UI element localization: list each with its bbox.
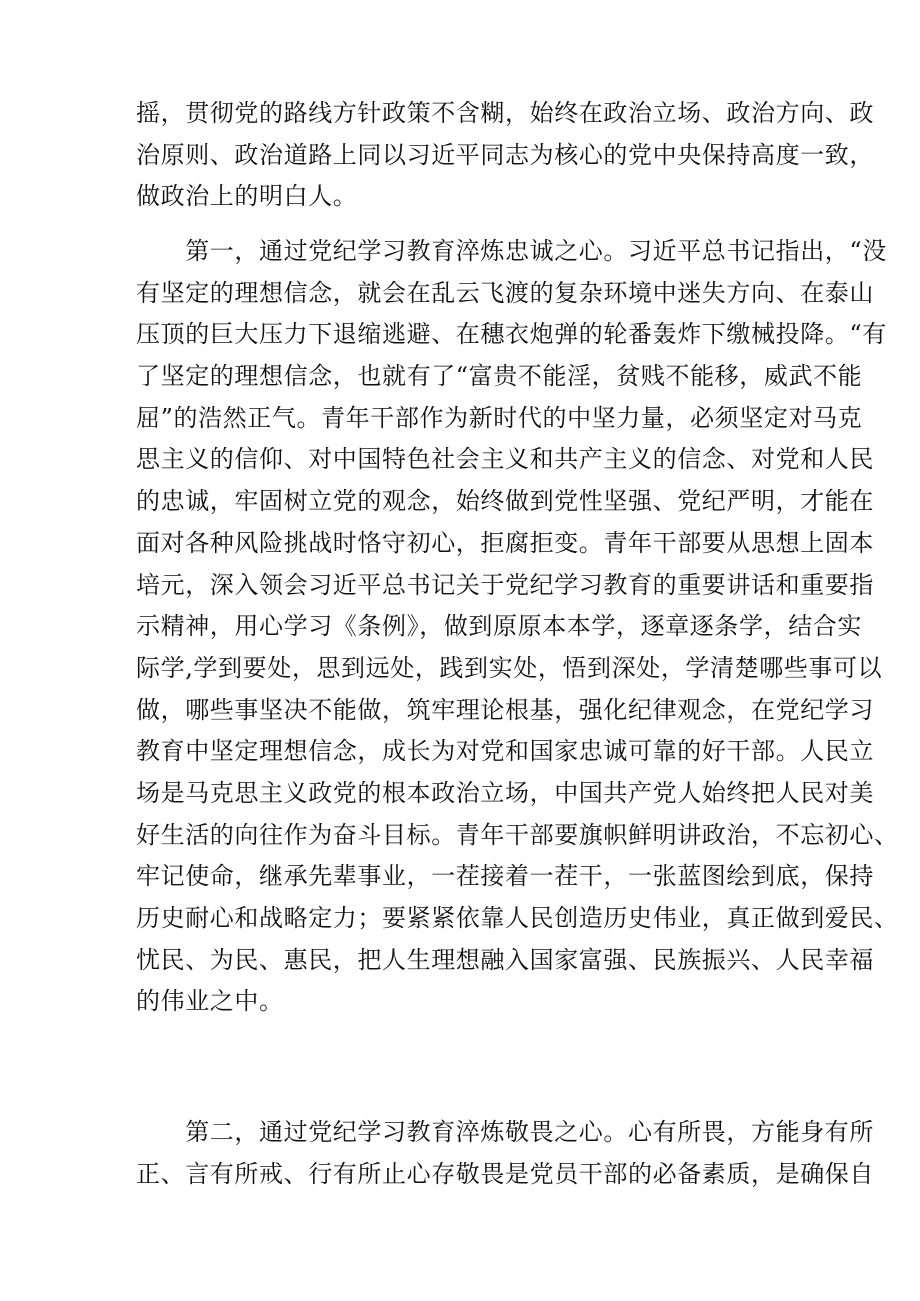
paragraph-continuation [136, 93, 874, 218]
text-line: 摇，贯彻党的路线方针政策不含糊，始终在政治立场、政治方向、政 [136, 99, 874, 127]
text-line: 的伟业之中。 [136, 987, 284, 1016]
text-line: 牢记使命，继承先辈事业，一茬接着一茬干，一张蓝图绘到底，保持 [136, 862, 874, 891]
text-line: 压顶的巨大压力下退缩逃避、在穗衣炮弹的轮番轰炸下缴械投降。“有 [136, 320, 887, 349]
text-line: 第一，通过党纪学习教育淬炼忠诚之心。习近平总书记指出，“没 [136, 237, 887, 265]
text-line: 正、言有所戒、行有所止心存敬畏是党员干部的必备素质，是确保自 [136, 1159, 874, 1188]
text-line: 忧民、为民、惠民，把人生理想融入国家富强、民族振兴、人民幸福 [136, 945, 874, 974]
text-line: 第二，通过党纪学习教育淬炼敬畏之心。心有所畏，方能身有所 [136, 1118, 874, 1146]
text-line: 屈”的浩然正气。青年干部作为新时代的中坚力量，必须坚定对马克 [136, 403, 863, 432]
text-line: 做政治上的明白人。 [136, 182, 358, 211]
paragraph-first-point [136, 231, 899, 1023]
text-line: 际学,学到要处，思到远处，践到实处，悟到深处，学清楚哪些事可以 [136, 653, 883, 682]
text-line: 了坚定的理想信念，也就有了“富贵不能淫，贫贱不能移，威武不能 [136, 362, 863, 391]
text-line: 好生活的向往作为奋斗目标。青年干部要旗帜鲜明讲政治，不忘初心、 [136, 820, 899, 849]
text-line: 历史耐心和战略定力；要紧紧依靠人民创造历史伟业，真正做到爱民、 [136, 904, 899, 932]
text-line: 场是马克思主义政党的根本政治立场，中国共产党人始终把人民对美 [136, 778, 874, 807]
text-line: 教育中坚定理想信念，成长为对党和国家忠诚可靠的好干部。人民立 [136, 737, 874, 766]
text-line: 示精神，用心学习《条例》，做到原原本本学，逐章逐条学，结合实 [136, 612, 862, 641]
text-line: 培元，深入领会习近平总书记关于党纪学习教育的重要讲话和重要指 [136, 570, 874, 599]
text-line: 面对各种风险挑战时恪守初心，拒腐拒变。青年干部要从思想上固本 [136, 528, 874, 557]
text-line: 的忠诚，牢固树立党的观念，始终做到党性坚强、党纪严明，才能在 [136, 487, 874, 516]
text-line: 做，哪些事坚决不能做，筑牢理论根基，强化纪律观念，在党纪学习 [136, 695, 874, 724]
text-line: 有坚定的理想信念，就会在乱云飞渡的复杂环境中迷失方向、在泰山 [136, 278, 874, 307]
text-line: 思主义的信仰、对中国特色社会主义和共产主义的信念、对党和人民 [136, 445, 874, 474]
paragraph-second-point [136, 1112, 874, 1195]
text-line: 治原则、政治道路上同以习近平同志为核心的党中央保持高度一致， [136, 140, 874, 169]
